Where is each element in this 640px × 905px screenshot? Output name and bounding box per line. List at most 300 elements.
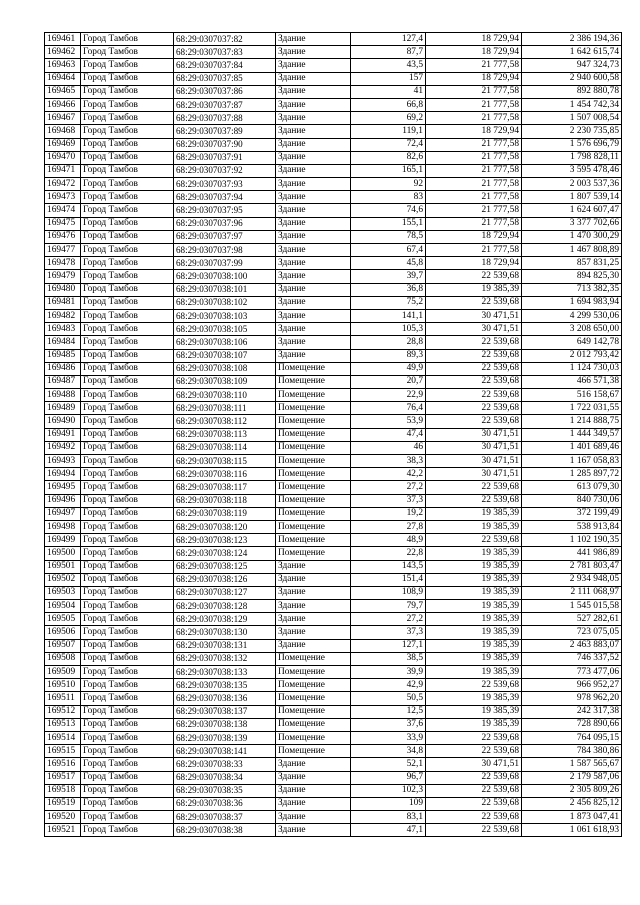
row-number-cell: 169498 bbox=[45, 520, 81, 533]
specific-value-cell: 19 385,39 bbox=[426, 613, 522, 626]
object-type-cell: Помещение bbox=[276, 745, 351, 758]
object-type-cell: Здание bbox=[276, 771, 351, 784]
locality-cell: Город Тамбов bbox=[81, 46, 174, 59]
specific-value-cell: 22 539,68 bbox=[426, 415, 522, 428]
area-cell: 42,2 bbox=[351, 468, 426, 481]
cadastral-number-cell: 68:29:0307037:96 bbox=[174, 217, 276, 230]
specific-value-cell: 19 385,39 bbox=[426, 600, 522, 613]
object-type-cell: Помещение bbox=[276, 520, 351, 533]
table-row bbox=[45, 666, 622, 679]
cadastral-number-cell: 68:29:0307038:136 bbox=[174, 692, 276, 705]
area-cell: 27,2 bbox=[351, 613, 426, 626]
row-number-cell: 169468 bbox=[45, 125, 81, 138]
object-type-cell: Здание bbox=[276, 600, 351, 613]
cadastral-number-cell: 68:29:0307038:101 bbox=[174, 283, 276, 296]
object-type-cell: Помещение bbox=[276, 362, 351, 375]
row-number-cell: 169503 bbox=[45, 586, 81, 599]
locality-cell: Город Тамбов bbox=[81, 824, 174, 837]
object-type-cell: Здание bbox=[276, 811, 351, 824]
locality-cell: Город Тамбов bbox=[81, 758, 174, 771]
locality-cell: Город Тамбов bbox=[81, 257, 174, 270]
specific-value-cell: 22 539,68 bbox=[426, 811, 522, 824]
specific-value-cell: 22 539,68 bbox=[426, 679, 522, 692]
object-type-cell: Здание bbox=[276, 125, 351, 138]
table-row bbox=[45, 560, 622, 573]
cadastral-value-cell: 728 890,66 bbox=[522, 718, 622, 731]
area-cell: 78,5 bbox=[351, 230, 426, 243]
cadastral-number-cell: 68:29:0307038:35 bbox=[174, 784, 276, 797]
specific-value-cell: 30 471,51 bbox=[426, 309, 522, 322]
specific-value-cell: 30 471,51 bbox=[426, 441, 522, 454]
locality-cell: Город Тамбов bbox=[81, 745, 174, 758]
cadastral-value-cell: 840 730,06 bbox=[522, 494, 622, 507]
row-number-cell: 169464 bbox=[45, 72, 81, 85]
row-number-cell: 169480 bbox=[45, 283, 81, 296]
cadastral-value-cell: 764 095,15 bbox=[522, 731, 622, 744]
table-row bbox=[45, 164, 622, 177]
area-cell: 151,4 bbox=[351, 573, 426, 586]
table-row bbox=[45, 745, 622, 758]
specific-value-cell: 21 777,58 bbox=[426, 204, 522, 217]
cadastral-number-cell: 68:29:0307037:97 bbox=[174, 230, 276, 243]
table-row bbox=[45, 217, 622, 230]
table-row bbox=[45, 600, 622, 613]
table-row bbox=[45, 507, 622, 520]
cadastral-value-cell: 1 545 015,58 bbox=[522, 600, 622, 613]
area-cell: 127,4 bbox=[351, 33, 426, 46]
row-number-cell: 169484 bbox=[45, 336, 81, 349]
specific-value-cell: 21 777,58 bbox=[426, 217, 522, 230]
locality-cell: Город Тамбов bbox=[81, 718, 174, 731]
table-row bbox=[45, 389, 622, 402]
specific-value-cell: 19 385,39 bbox=[426, 520, 522, 533]
specific-value-cell: 21 777,58 bbox=[426, 191, 522, 204]
locality-cell: Город Тамбов bbox=[81, 125, 174, 138]
cadastral-value-cell: 2 386 194,36 bbox=[522, 33, 622, 46]
table-row bbox=[45, 204, 622, 217]
area-cell: 19,2 bbox=[351, 507, 426, 520]
row-number-cell: 169507 bbox=[45, 639, 81, 652]
table-row bbox=[45, 138, 622, 151]
cadastral-value-cell: 1 467 808,89 bbox=[522, 244, 622, 257]
row-number-cell: 169461 bbox=[45, 33, 81, 46]
row-number-cell: 169521 bbox=[45, 824, 81, 837]
cadastral-value-cell: 2 934 948,05 bbox=[522, 573, 622, 586]
row-number-cell: 169483 bbox=[45, 323, 81, 336]
locality-cell: Город Тамбов bbox=[81, 731, 174, 744]
locality-cell: Город Тамбов bbox=[81, 573, 174, 586]
area-cell: 92 bbox=[351, 178, 426, 191]
cadastral-number-cell: 68:29:0307038:132 bbox=[174, 652, 276, 665]
locality-cell: Город Тамбов bbox=[81, 600, 174, 613]
cadastral-number-cell: 68:29:0307038:34 bbox=[174, 771, 276, 784]
cadastral-value-cell: 1 444 349,57 bbox=[522, 428, 622, 441]
locality-cell: Город Тамбов bbox=[81, 296, 174, 309]
cadastral-number-cell: 68:29:0307038:115 bbox=[174, 455, 276, 468]
specific-value-cell: 22 539,68 bbox=[426, 362, 522, 375]
specific-value-cell: 22 539,68 bbox=[426, 481, 522, 494]
cadastral-value-cell: 2 003 537,36 bbox=[522, 178, 622, 191]
object-type-cell: Здание bbox=[276, 257, 351, 270]
specific-value-cell: 18 729,94 bbox=[426, 46, 522, 59]
area-cell: 37,3 bbox=[351, 494, 426, 507]
row-number-cell: 169470 bbox=[45, 151, 81, 164]
cadastral-value-cell: 3 377 702,66 bbox=[522, 217, 622, 230]
cadastral-value-cell: 892 880,78 bbox=[522, 85, 622, 98]
cadastral-value-cell: 1 694 983,94 bbox=[522, 296, 622, 309]
area-cell: 141,1 bbox=[351, 309, 426, 322]
cadastral-number-cell: 68:29:0307037:89 bbox=[174, 125, 276, 138]
locality-cell: Город Тамбов bbox=[81, 455, 174, 468]
cadastral-number-cell: 68:29:0307038:129 bbox=[174, 613, 276, 626]
table-row bbox=[45, 244, 622, 257]
area-cell: 48,9 bbox=[351, 534, 426, 547]
object-type-cell: Здание bbox=[276, 59, 351, 72]
locality-cell: Город Тамбов bbox=[81, 797, 174, 810]
object-type-cell: Помещение bbox=[276, 428, 351, 441]
object-type-cell: Здание bbox=[276, 323, 351, 336]
cadastral-number-cell: 68:29:0307038:130 bbox=[174, 626, 276, 639]
row-number-cell: 169478 bbox=[45, 257, 81, 270]
table-row bbox=[45, 125, 622, 138]
object-type-cell: Помещение bbox=[276, 652, 351, 665]
locality-cell: Город Тамбов bbox=[81, 204, 174, 217]
row-number-cell: 169474 bbox=[45, 204, 81, 217]
specific-value-cell: 21 777,58 bbox=[426, 244, 522, 257]
cadastral-number-cell: 68:29:0307038:113 bbox=[174, 428, 276, 441]
area-cell: 38,5 bbox=[351, 652, 426, 665]
table-row bbox=[45, 112, 622, 125]
cadastral-number-cell: 68:29:0307038:117 bbox=[174, 481, 276, 494]
specific-value-cell: 30 471,51 bbox=[426, 323, 522, 336]
cadastral-value-cell: 1 587 565,67 bbox=[522, 758, 622, 771]
area-cell: 83 bbox=[351, 191, 426, 204]
locality-cell: Город Тамбов bbox=[81, 349, 174, 362]
cadastral-number-cell: 68:29:0307038:109 bbox=[174, 375, 276, 388]
cadastral-number-cell: 68:29:0307038:118 bbox=[174, 494, 276, 507]
locality-cell: Город Тамбов bbox=[81, 230, 174, 243]
row-number-cell: 169506 bbox=[45, 626, 81, 639]
locality-cell: Город Тамбов bbox=[81, 164, 174, 177]
locality-cell: Город Тамбов bbox=[81, 309, 174, 322]
area-cell: 45,8 bbox=[351, 257, 426, 270]
object-type-cell: Помещение bbox=[276, 718, 351, 731]
object-type-cell: Помещение bbox=[276, 494, 351, 507]
cadastral-number-cell: 68:29:0307038:137 bbox=[174, 705, 276, 718]
specific-value-cell: 19 385,39 bbox=[426, 692, 522, 705]
cadastral-number-cell: 68:29:0307038:133 bbox=[174, 666, 276, 679]
table-row bbox=[45, 349, 622, 362]
object-type-cell: Помещение bbox=[276, 705, 351, 718]
cadastral-number-cell: 68:29:0307038:37 bbox=[174, 811, 276, 824]
locality-cell: Город Тамбов bbox=[81, 692, 174, 705]
area-cell: 157 bbox=[351, 72, 426, 85]
row-number-cell: 169494 bbox=[45, 468, 81, 481]
cadastral-number-cell: 68:29:0307037:87 bbox=[174, 98, 276, 111]
row-number-cell: 169511 bbox=[45, 692, 81, 705]
table-row bbox=[45, 441, 622, 454]
cadastral-value-cell: 713 382,35 bbox=[522, 283, 622, 296]
object-type-cell: Здание bbox=[276, 98, 351, 111]
specific-value-cell: 19 385,39 bbox=[426, 718, 522, 731]
object-type-cell: Помещение bbox=[276, 402, 351, 415]
specific-value-cell: 19 385,39 bbox=[426, 573, 522, 586]
locality-cell: Город Тамбов bbox=[81, 639, 174, 652]
locality-cell: Город Тамбов bbox=[81, 72, 174, 85]
area-cell: 69,2 bbox=[351, 112, 426, 125]
table-row bbox=[45, 481, 622, 494]
table-row bbox=[45, 468, 622, 481]
table-row bbox=[45, 494, 622, 507]
cadastral-number-cell: 68:29:0307038:108 bbox=[174, 362, 276, 375]
cadastral-value-cell: 1 798 828,11 bbox=[522, 151, 622, 164]
specific-value-cell: 22 539,68 bbox=[426, 336, 522, 349]
locality-cell: Город Тамбов bbox=[81, 811, 174, 824]
specific-value-cell: 22 539,68 bbox=[426, 534, 522, 547]
area-cell: 50,5 bbox=[351, 692, 426, 705]
specific-value-cell: 22 539,68 bbox=[426, 375, 522, 388]
table-row bbox=[45, 652, 622, 665]
locality-cell: Город Тамбов bbox=[81, 151, 174, 164]
table-row bbox=[45, 230, 622, 243]
cadastral-value-cell: 947 324,73 bbox=[522, 59, 622, 72]
row-number-cell: 169515 bbox=[45, 745, 81, 758]
row-number-cell: 169481 bbox=[45, 296, 81, 309]
cadastral-value-cell: 2 781 803,47 bbox=[522, 560, 622, 573]
cadastral-value-cell: 1 454 742,34 bbox=[522, 98, 622, 111]
locality-cell: Город Тамбов bbox=[81, 534, 174, 547]
table-row bbox=[45, 811, 622, 824]
area-cell: 46 bbox=[351, 441, 426, 454]
table-row bbox=[45, 151, 622, 164]
cadastral-value-cell: 1 401 689,46 bbox=[522, 441, 622, 454]
area-cell: 83,1 bbox=[351, 811, 426, 824]
object-type-cell: Здание bbox=[276, 309, 351, 322]
object-type-cell: Помещение bbox=[276, 666, 351, 679]
locality-cell: Город Тамбов bbox=[81, 494, 174, 507]
row-number-cell: 169485 bbox=[45, 349, 81, 362]
area-cell: 72,4 bbox=[351, 138, 426, 151]
row-number-cell: 169502 bbox=[45, 573, 81, 586]
cadastral-number-cell: 68:29:0307038:107 bbox=[174, 349, 276, 362]
table-row bbox=[45, 428, 622, 441]
specific-value-cell: 30 471,51 bbox=[426, 468, 522, 481]
table-row bbox=[45, 797, 622, 810]
specific-value-cell: 22 539,68 bbox=[426, 745, 522, 758]
object-type-cell: Здание bbox=[276, 191, 351, 204]
table-row bbox=[45, 72, 622, 85]
cadastral-value-cell: 894 825,30 bbox=[522, 270, 622, 283]
table-row bbox=[45, 547, 622, 560]
area-cell: 108,9 bbox=[351, 586, 426, 599]
cadastral-value-cell: 2 305 809,26 bbox=[522, 784, 622, 797]
area-cell: 89,3 bbox=[351, 349, 426, 362]
row-number-cell: 169472 bbox=[45, 178, 81, 191]
cadastral-number-cell: 68:29:0307038:103 bbox=[174, 309, 276, 322]
cadastral-number-cell: 68:29:0307037:83 bbox=[174, 46, 276, 59]
row-number-cell: 169467 bbox=[45, 112, 81, 125]
table-row bbox=[45, 626, 622, 639]
table-row bbox=[45, 771, 622, 784]
locality-cell: Город Тамбов bbox=[81, 652, 174, 665]
object-type-cell: Здание bbox=[276, 151, 351, 164]
cadastral-value-cell: 649 142,78 bbox=[522, 336, 622, 349]
row-number-cell: 169465 bbox=[45, 85, 81, 98]
cadastral-value-cell: 466 571,38 bbox=[522, 375, 622, 388]
locality-cell: Город Тамбов bbox=[81, 217, 174, 230]
table-row bbox=[45, 718, 622, 731]
cadastral-number-cell: 68:29:0307037:91 bbox=[174, 151, 276, 164]
table-row bbox=[45, 309, 622, 322]
object-type-cell: Здание bbox=[276, 784, 351, 797]
cadastral-value-cell: 1 470 300,29 bbox=[522, 230, 622, 243]
cadastral-number-cell: 68:29:0307037:85 bbox=[174, 72, 276, 85]
area-cell: 119,1 bbox=[351, 125, 426, 138]
row-number-cell: 169462 bbox=[45, 46, 81, 59]
table-row bbox=[45, 323, 622, 336]
area-cell: 79,7 bbox=[351, 600, 426, 613]
cadastral-value-cell: 1 624 607,47 bbox=[522, 204, 622, 217]
area-cell: 82,6 bbox=[351, 151, 426, 164]
cadastral-number-cell: 68:29:0307038:141 bbox=[174, 745, 276, 758]
specific-value-cell: 22 539,68 bbox=[426, 824, 522, 837]
row-number-cell: 169520 bbox=[45, 811, 81, 824]
table-row bbox=[45, 639, 622, 652]
object-type-cell: Здание bbox=[276, 613, 351, 626]
cadastral-value-cell: 1 124 730,03 bbox=[522, 362, 622, 375]
cadastral-value-cell: 1 102 190,35 bbox=[522, 534, 622, 547]
table-row bbox=[45, 758, 622, 771]
area-cell: 49,9 bbox=[351, 362, 426, 375]
area-cell: 127,1 bbox=[351, 639, 426, 652]
object-type-cell: Помещение bbox=[276, 415, 351, 428]
object-type-cell: Здание bbox=[276, 85, 351, 98]
locality-cell: Город Тамбов bbox=[81, 389, 174, 402]
area-cell: 53,9 bbox=[351, 415, 426, 428]
object-type-cell: Здание bbox=[276, 626, 351, 639]
locality-cell: Город Тамбов bbox=[81, 402, 174, 415]
locality-cell: Город Тамбов bbox=[81, 771, 174, 784]
specific-value-cell: 19 385,39 bbox=[426, 666, 522, 679]
locality-cell: Город Тамбов bbox=[81, 507, 174, 520]
area-cell: 143,5 bbox=[351, 560, 426, 573]
area-cell: 34,8 bbox=[351, 745, 426, 758]
specific-value-cell: 30 471,51 bbox=[426, 428, 522, 441]
object-type-cell: Здание bbox=[276, 336, 351, 349]
area-cell: 102,3 bbox=[351, 784, 426, 797]
specific-value-cell: 21 777,58 bbox=[426, 59, 522, 72]
row-number-cell: 169501 bbox=[45, 560, 81, 573]
object-type-cell: Здание bbox=[276, 797, 351, 810]
specific-value-cell: 18 729,94 bbox=[426, 72, 522, 85]
cadastral-value-cell: 516 158,67 bbox=[522, 389, 622, 402]
row-number-cell: 169504 bbox=[45, 600, 81, 613]
specific-value-cell: 22 539,68 bbox=[426, 296, 522, 309]
area-cell: 38,3 bbox=[351, 455, 426, 468]
area-cell: 75,2 bbox=[351, 296, 426, 309]
object-type-cell: Здание bbox=[276, 112, 351, 125]
locality-cell: Город Тамбов bbox=[81, 98, 174, 111]
specific-value-cell: 21 777,58 bbox=[426, 112, 522, 125]
row-number-cell: 169499 bbox=[45, 534, 81, 547]
specific-value-cell: 22 539,68 bbox=[426, 349, 522, 362]
cadastral-number-cell: 68:29:0307038:112 bbox=[174, 415, 276, 428]
locality-cell: Город Тамбов bbox=[81, 362, 174, 375]
area-cell: 36,8 bbox=[351, 283, 426, 296]
row-number-cell: 169487 bbox=[45, 375, 81, 388]
cadastral-number-cell: 68:29:0307038:120 bbox=[174, 520, 276, 533]
cadastral-value-cell: 966 952,27 bbox=[522, 679, 622, 692]
locality-cell: Город Тамбов bbox=[81, 481, 174, 494]
row-number-cell: 169517 bbox=[45, 771, 81, 784]
row-number-cell: 169514 bbox=[45, 731, 81, 744]
table-row bbox=[45, 692, 622, 705]
table-row bbox=[45, 98, 622, 111]
area-cell: 12,5 bbox=[351, 705, 426, 718]
locality-cell: Город Тамбов bbox=[81, 33, 174, 46]
specific-value-cell: 19 385,39 bbox=[426, 705, 522, 718]
table-row bbox=[45, 85, 622, 98]
table-row bbox=[45, 402, 622, 415]
table-row bbox=[45, 613, 622, 626]
object-type-cell: Помещение bbox=[276, 468, 351, 481]
cadastral-value-cell: 1 576 696,79 bbox=[522, 138, 622, 151]
area-cell: 96,7 bbox=[351, 771, 426, 784]
cadastral-value-cell: 527 282,61 bbox=[522, 613, 622, 626]
locality-cell: Город Тамбов bbox=[81, 468, 174, 481]
specific-value-cell: 21 777,58 bbox=[426, 151, 522, 164]
cadastral-number-cell: 68:29:0307037:99 bbox=[174, 257, 276, 270]
cadastral-number-cell: 68:29:0307037:82 bbox=[174, 33, 276, 46]
specific-value-cell: 19 385,39 bbox=[426, 547, 522, 560]
cadastral-number-cell: 68:29:0307038:139 bbox=[174, 731, 276, 744]
locality-cell: Город Тамбов bbox=[81, 85, 174, 98]
specific-value-cell: 18 729,94 bbox=[426, 257, 522, 270]
cadastral-number-cell: 68:29:0307038:124 bbox=[174, 547, 276, 560]
row-number-cell: 169471 bbox=[45, 164, 81, 177]
row-number-cell: 169495 bbox=[45, 481, 81, 494]
cadastral-value-cell: 857 831,25 bbox=[522, 257, 622, 270]
locality-cell: Город Тамбов bbox=[81, 441, 174, 454]
row-number-cell: 169491 bbox=[45, 428, 81, 441]
cadastral-value-cell: 613 079,30 bbox=[522, 481, 622, 494]
cadastral-number-cell: 68:29:0307038:126 bbox=[174, 573, 276, 586]
object-type-cell: Здание bbox=[276, 560, 351, 573]
area-cell: 165,1 bbox=[351, 164, 426, 177]
cadastral-value-cell: 784 380,86 bbox=[522, 745, 622, 758]
object-type-cell: Помещение bbox=[276, 375, 351, 388]
area-cell: 87,7 bbox=[351, 46, 426, 59]
specific-value-cell: 18 729,94 bbox=[426, 33, 522, 46]
table-row bbox=[45, 784, 622, 797]
area-cell: 20,7 bbox=[351, 375, 426, 388]
cadastral-value-cell: 1 873 047,41 bbox=[522, 811, 622, 824]
object-type-cell: Здание bbox=[276, 164, 351, 177]
locality-cell: Город Тамбов bbox=[81, 112, 174, 125]
row-number-cell: 169519 bbox=[45, 797, 81, 810]
row-number-cell: 169492 bbox=[45, 441, 81, 454]
cadastral-value-cell: 441 986,89 bbox=[522, 547, 622, 560]
area-cell: 22,9 bbox=[351, 389, 426, 402]
cadastral-value-cell: 723 075,05 bbox=[522, 626, 622, 639]
locality-cell: Город Тамбов bbox=[81, 178, 174, 191]
cadastral-number-cell: 68:29:0307037:90 bbox=[174, 138, 276, 151]
specific-value-cell: 18 729,94 bbox=[426, 230, 522, 243]
row-number-cell: 169518 bbox=[45, 784, 81, 797]
locality-cell: Город Тамбов bbox=[81, 336, 174, 349]
cadastral-number-cell: 68:29:0307038:102 bbox=[174, 296, 276, 309]
area-cell: 22,8 bbox=[351, 547, 426, 560]
